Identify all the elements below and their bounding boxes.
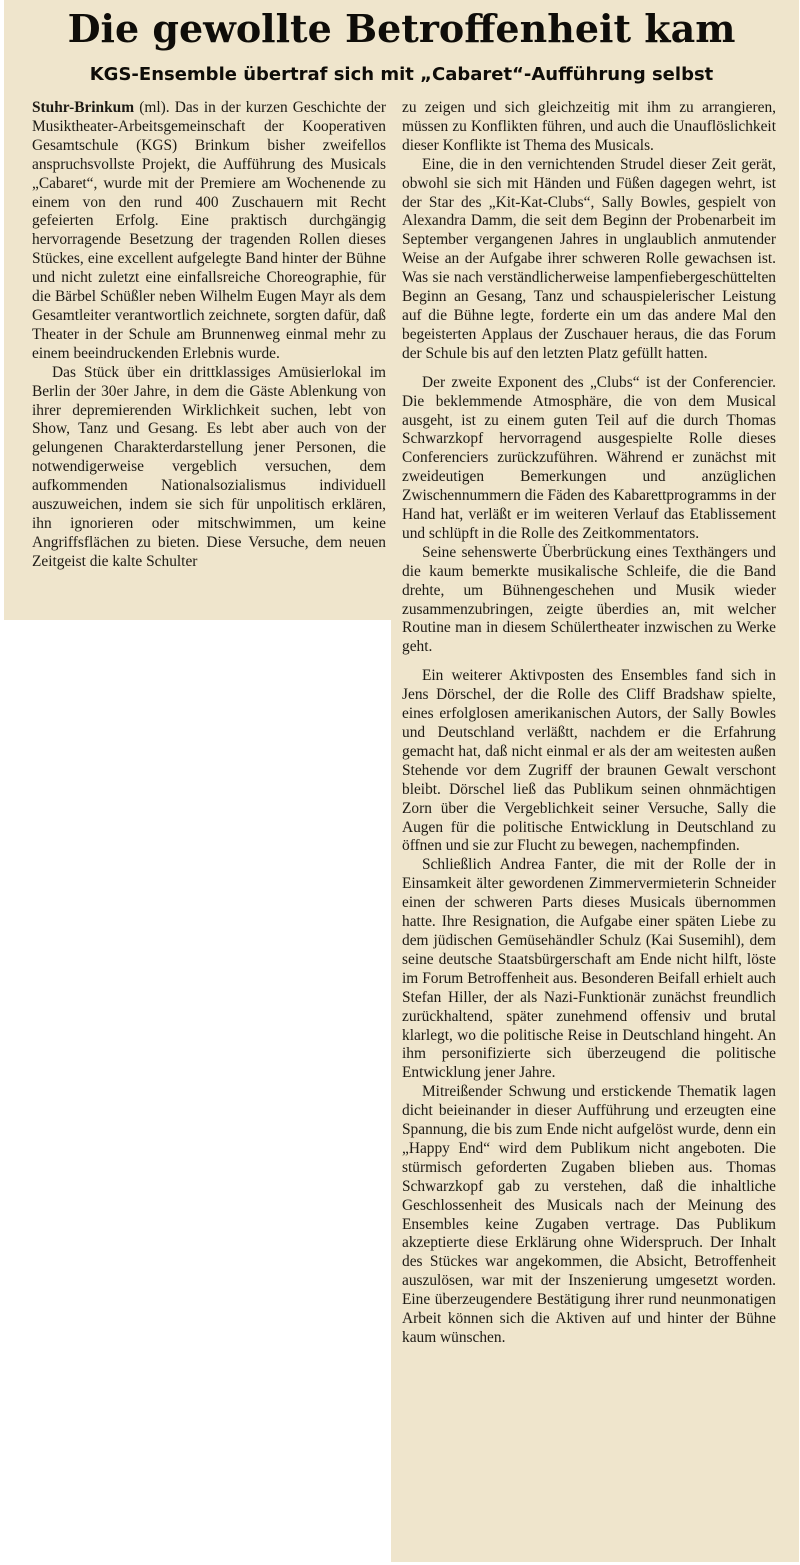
paragraph: Mitreißender Schwung und erstickende Thematik lagen dicht beieinander in dieser Aufführung und erzeugten eine Spannung, die bis zum Ende nicht aufgelöst wurde, denn ein „Happy End“ wird dem Publikum nicht angeboten. Die stürmisch geforderten Zugaben blieben aus. Thomas Schwarzkopf gab zu verstehen, daß die inhaltliche Geschlossenheit des Musicals nach der Meinung des Ensembles keine Zugaben vertrage. Das Publikum akzeptierte diese Erklärung ohne Widerspruch. Der Inhalt des Stückes war angekommen, die Absicht, Betroffenheit auszulösen, war mit der Inszenierung umgesetzt worden. Eine überzeugendere Bestätigung ihrer rund neunmonatigen Arbeit können sich die Aktiven auf und hinter der Bühne kaum wünschen.: [402, 1083, 776, 1346]
left-column: [32, 99, 386, 572]
paragraph: Seine sehenswerte Überbrückung eines Texthängers und die kaum bemerkte musikalische Schleife, die die Band drehte, um Bühnengeschehen und Musik wieder zusammenzubringen, zeigte überdies an, mit welcher Routine man in diesem Schülertheater inzwischen zu Werke geht.: [402, 543, 776, 656]
paragraph: Ein weiterer Aktivposten des Ensembles fand sich in Jens Dörschel, der die Rolle des Cliff Bradshaw spielte, eines erfolglosen amerikanischen Autors, der Sally Bowles und Deutschland verläßtt, nachdem er die Erfahrung gemacht hat, daß nicht einmal er als der am weitesten außen Stehende vor dem Zugriff der braunen Gewalt verschont bleibt. Dörschel ließ das Publikum seinen ohnmächtigen Zorn über die Vergeblichkeit seiner Versuche, Sally die Augen für die politische Entwicklung in Deutschland zu öffnen und sie zur Flucht zu bewegen, nachempfinden.: [402, 667, 776, 855]
paragraph: Der zweite Exponent des „Clubs“ ist der Conferencier. Die beklemmende Atmosphäre, die von dem Musical ausgeht, ist zu einem guten Teil auf die durch Thomas Schwarzkopf hervorragend ausgespielte Rolle dieses Conferenciers zurückzuführen. Während er zunächst mit zweideutigen Bemerkungen und anzüglichen Zwischennummern die Fäden des Kabarettprogramms in der Hand hat, verläßt er im weiteren Verlauf das Etablissement und schlüpft in die Rolle des Zeitkommentators.: [402, 373, 776, 542]
dateline: Stuhr-Brinkum: [32, 99, 135, 116]
paragraph: [32, 99, 386, 364]
paragraph: Das Stück über ein drittklassiges Amüsierlokal im Berlin der 30er Jahre, in dem die Gäste Ablenkung von ihrer depremierenden Wirklichkeit suchen, lebt von Show, Tanz und Gesang. Es lebt aber auch von der gelungenen Charakterdarstellung jener Personen, die notwendigerweise vergeblich versuchen, dem aufkommenden Nationalsozialismus individuell auszuweichen, indem sie sich für unpolitisch erklären, ihn ignorieren oder mitschwimmen, um keine Angriffsflächen zu bieten. Diese Versuche, dem neuen Zeitgeist die kalte Schulter: [32, 363, 386, 570]
paragraph: Eine, die in den vernichtenden Strudel dieser Zeit gerät, obwohl sie sich mit Händen und Füßen dagegen wehrt, ist der Star des „Kit-Kat-Clubs“, Sally Bowles, gespielt von Alexandra Damm, die seit dem Beginn der Probenarbeit im September vergangenen Jahres in unglaublich anmutender Weise an der Aufgabe ihrer schweren Rolle gewachsen ist. Was sie nach verständlicherweise lampenfiebergeschüttelten Beginn an Gesang, Tanz und schauspielerischer Leistung auf die Bühne legte, forderte ein um das andere Mal den begeisterten Applaus der Zuschauer heraus, die das Forum der Schule bis auf den letzten Platz gefüllt hatten.: [402, 155, 776, 362]
paragraph: Schließlich Andrea Fanter, die mit der Rolle der in Einsamkeit älter gewordenen Zimmervermieterin Schneider einen der schweren Parts dieses Musicals übernommen hatte. Ihre Resignation, die Aufgabe einer späten Liebe zu dem jüdischen Gemüsehändler Schulz (Kai Susemihl), dem seine deutsche Staatsbürgerschaft am Ende nicht hilft, löste im Forum Betroffenheit aus. Besonderen Beifall erhielt auch Stefan Hiller, der als Nazi-Funktionär zunächst freundlich zurückhaltend, später zunehmend offensiv und brutal klarlegt, wo die politische Reise in Deutschland hingeht. An ihm personifizierte sich überzeugend die politische Entwicklung jener Jahre.: [402, 856, 776, 1082]
headline: Die gewollte Betroffenheit kam: [67, 6, 736, 51]
paragraph-text: (ml). Das in der kurzen Geschichte der Musiktheater-Arbeitsgemeinschaft der Kooperativen Gesamtschule (KGS) Brinkum bisher zweifellos anspruchsvollste Projekt, die Aufführung des Musicals „Cabaret“, wurde mit der Premiere am Wochenende zu einem von den rund 400 Zuschauern mit Recht gefeierten Erfolg. Eine praktisch durchgängig hervorragende Besetzung der tragenden Rollen dieses Stückes, eine excellent aufgelegte Band hinter der Bühne und nicht zuletzt eine einfallsreiche Choreographie, für die Bärbel Schüßler neben Wilhelm Eugen Mayr als dem Gesamtleiter verantwortlich zeichnete, sorgten dafür, daß Theater in der Schule am Brunnenweg einmal mehr zu einem beeindruckenden Erlebnis wurde.: [32, 99, 386, 362]
paragraph: zu zeigen und sich gleichzeitig mit ihm zu arrangieren, müssen zu Konflikten führen, und auch die Unauflöslichkeit dieser Konflikte ist Thema des Musicals.: [402, 99, 776, 154]
right-column: [402, 99, 776, 1348]
subheadline: KGS-Ensemble übertraf sich mit „Cabaret“-Aufführung selbst: [89, 64, 714, 85]
